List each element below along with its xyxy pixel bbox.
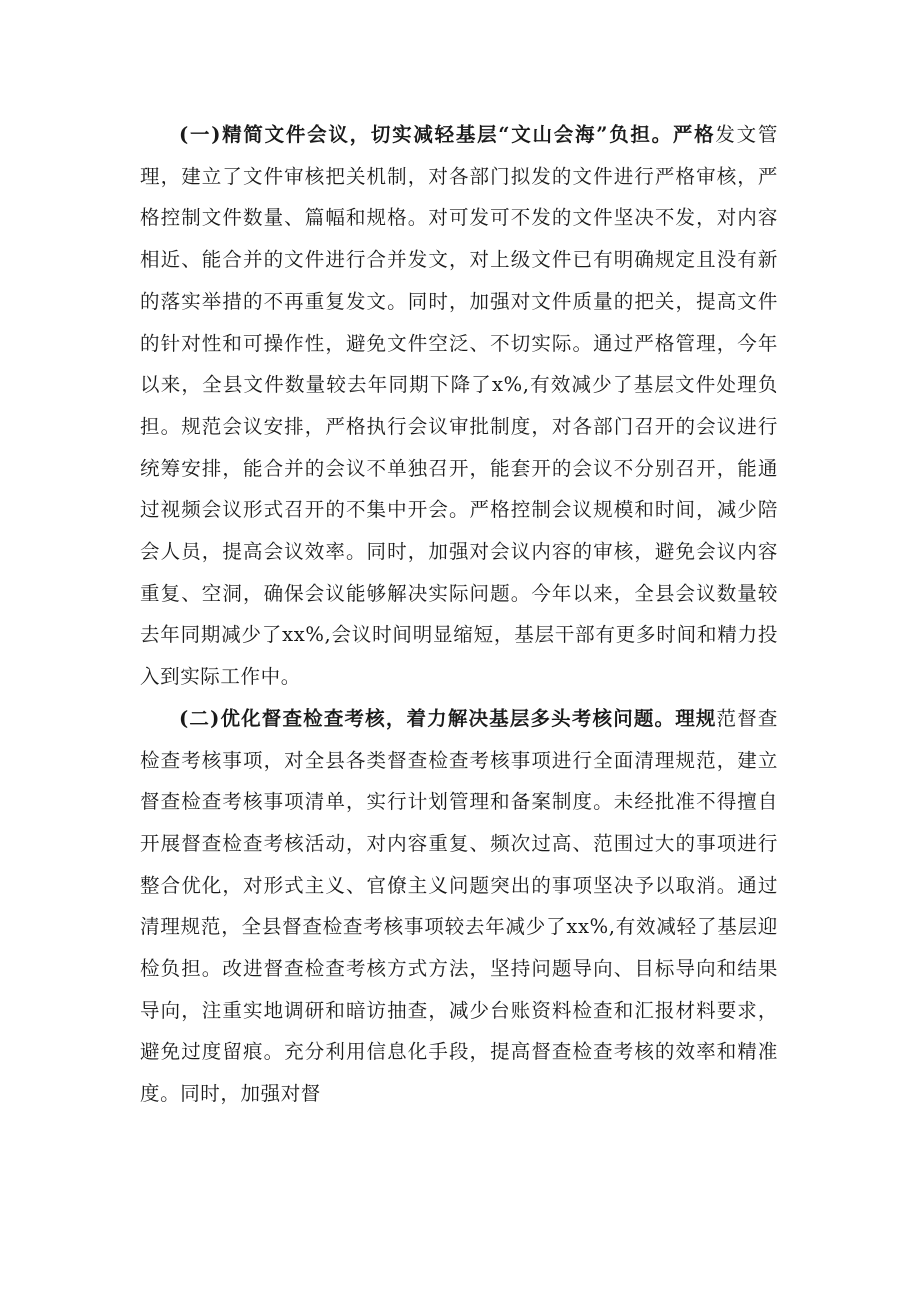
paragraph-1-text: 发文管理，建立了文件审核把关机制，对各部门拟发的文件进行严格审核，严格控制文件数量、篇幅和规格。对可发可不发的文件坚决不发，对内容相近、能合并的文件进行合并发文，对上级文件已有明确规定且没有新的落实举措的不再重复发文。同时，加强对文件质量的把关，提高文件的针对性和可操作性，避免文件空泛、不切实际。通过严格管理，今年以来，全县文件数量较去年同期下降了x%,有效减少了基层文件处理负担。规范会议安排，严格执行会议审批制度，对各部门召开的会议进行统筹安排，能合并的会议不单独召开，能套开的会议不分别召开，能通过视频会议形式召开的不集中开会。严格控制会议规模和时间，减少陪会人员，提高会议效率。同时，加强对会议内容的审核，避免会议内容重复、空洞，确保会议能够解决实际问题。今年以来，全县会议数量较去年同期减少了xx%,会议时间明显缩短，基层干部有更多时间和精力投入到实际工作中。	[140, 123, 778, 689]
paragraph-1-heading: (一)精简文件会议，切实减轻基层“文山会海”负担。严格	[179, 123, 716, 146]
document-body	[140, 114, 778, 1115]
paragraph-2-text: 范督查检查考核事项，对全县各类督查检查考核事项进行全面清理规范，建立督查检查考核事项清单，实行计划管理和备案制度。未经批准不得擅自开展督查检查考核活动，对内容重复、频次过高、范围过大的事项进行整合优化，对形式主义、官僚主义问题突出的事项坚决予以取消。通过清理规范，全县督查检查考核事项较去年减少了xx%,有效减轻了基层迎检负担。改进督查检查考核方式方法，坚持问题导向、目标导向和结果导向，注重实地调研和暗访抽查，减少台账资料检查和汇报材料要求，避免过度留痕。充分利用信息化手段，提高督查检查考核的效率和精准度。同时，加强对督	[140, 706, 778, 1106]
paragraph-2	[140, 698, 778, 1115]
paragraph-1	[140, 114, 778, 698]
paragraph-2-heading: (二)优化督查检查考核，着力解决基层多头考核问题。理规	[179, 706, 717, 730]
